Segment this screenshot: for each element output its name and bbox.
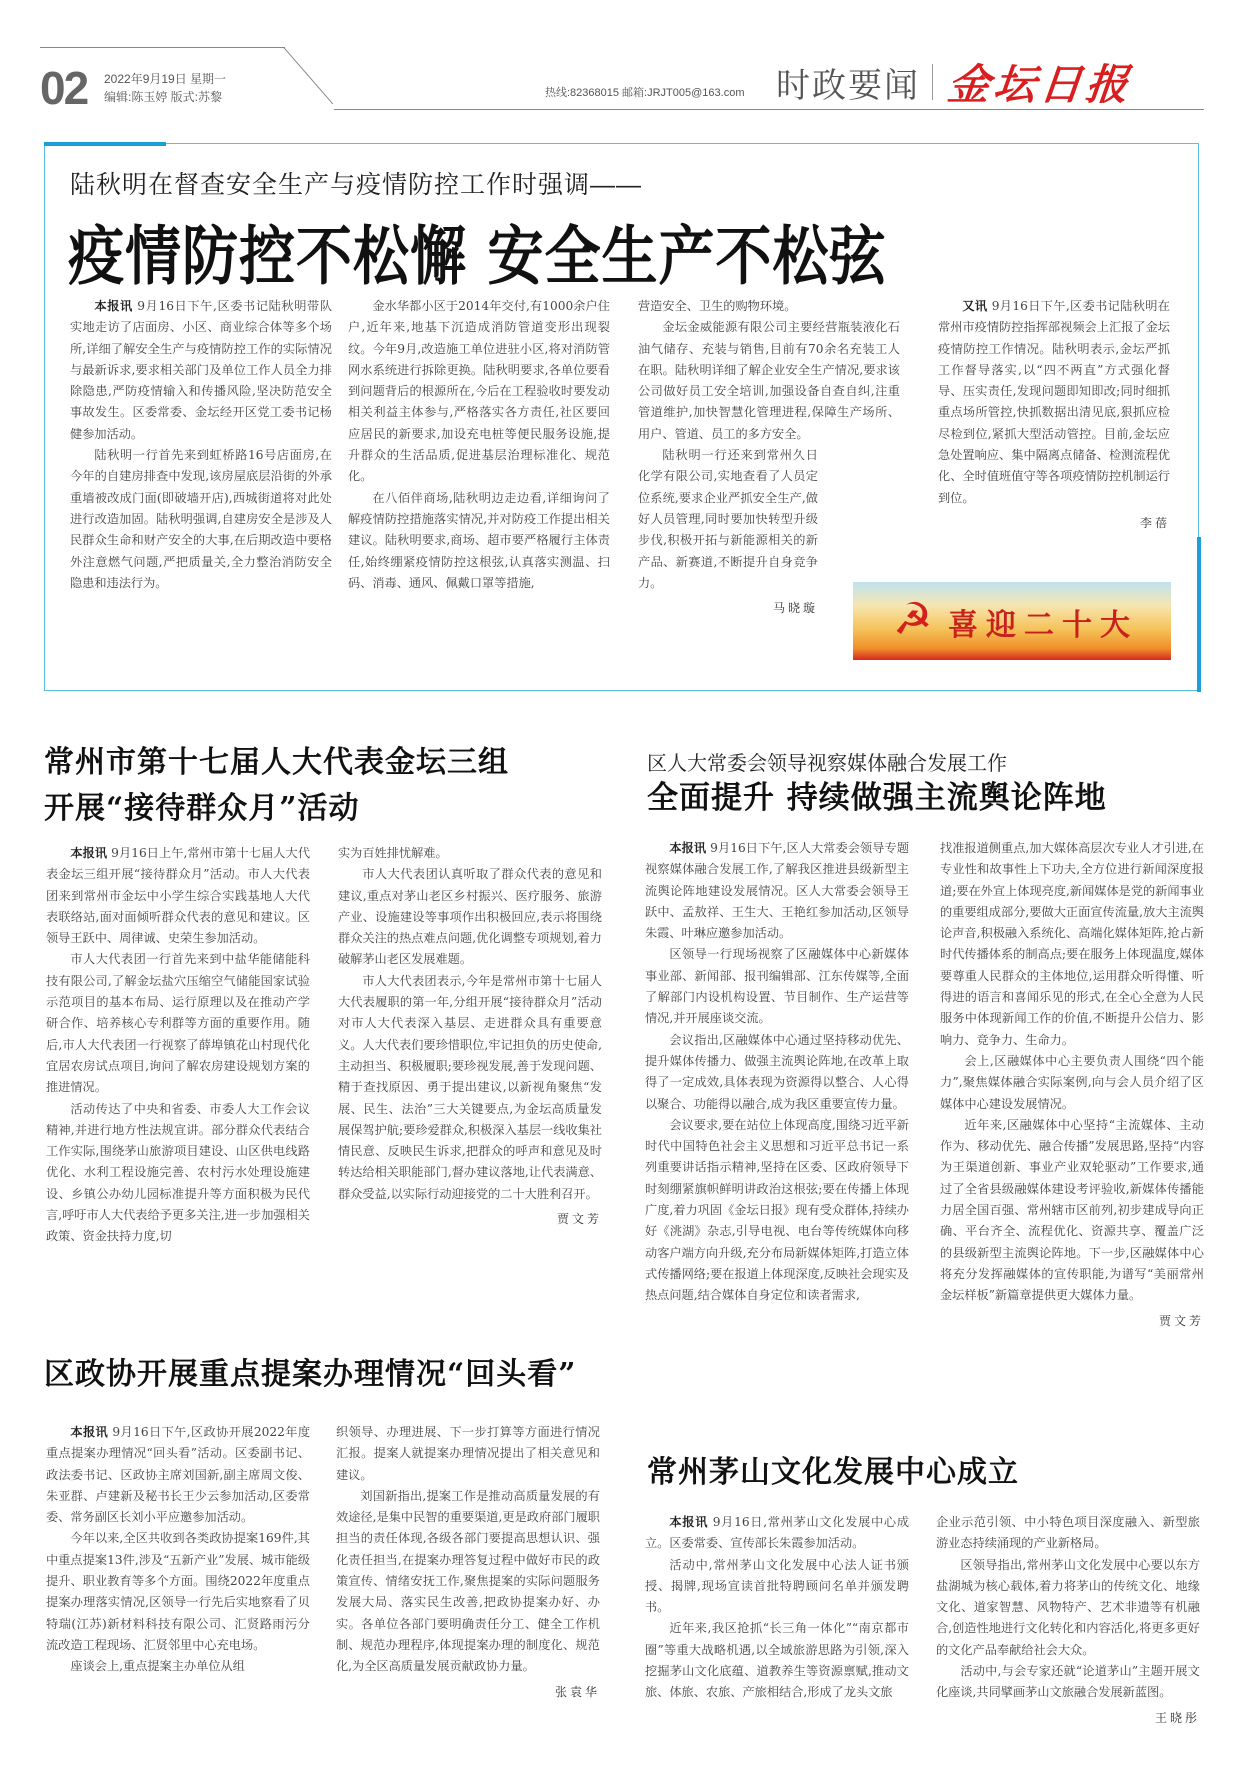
banner-text: 喜迎二十大 bbox=[948, 608, 1138, 643]
top-article-col1: 本报讯 9月16日下午,区委书记陆秋明带队实地走访了店面房、小区、商业综合体等多个场所,详细了解安全生产与疫情防控工作的实际情况与最新诉求,要求相关部门及单位工作人员全力排除隐患,严防疫情输入和传播风险,坚决防范安全事故发生。区委常委、金坛经开区党工委书记杨健参加活动。 陆秋明一行首先来到虹桥路16号店面房,在今年的自建房排查中发现,该房屋底层沿街的外承重墙被改成门面(即破墙开店),西城街道将对此处进行改造加固。陆秋明强调,自建房安全是涉及人民群众生命和财产安全的大事,在后期改造中要格外注意燃气问题,严把质量关,全力整治消防安全隐患和违法行为。 bbox=[70, 299, 333, 590]
culture-article-headline: 常州茅山文化发展中心成立 bbox=[647, 1455, 1019, 1490]
top-article-headline: 疫情防控不松懈 安全生产不松弦 bbox=[68, 218, 887, 295]
lead-tag: 本报讯 bbox=[70, 846, 108, 860]
cppcc-article-col1: 本报讯 9月16日下午,区政协开展2022年度重点提案办理情况“回头看”活动。区委副书记、政法委书记、区政协主席刘国新,副主席周文俊、朱亚群、卢建新及秘书长王少云参加活动,区委常委、常务副区长刘小平应邀参加活动。 今年以来,全区共收到各类政协提案169件,其中重点提案13件,涉及“五新产业”发展、城市能级提升、职业教育等多个方面。围绕2022年度重点提案办理落实情况,区领导一行先后实地察看了贝特瑞(江苏)新材料科技有限公司、汇贤路雨污分流改造工程现场、汇贤邻里中心充电场。 座谈会上,重点提案主办单位从组 bbox=[46, 1425, 311, 1674]
media-article-col1: 本报讯 9月16日下午,区人大常委会领导专题视察媒体融合发展工作,了解我区推进县级新型主流舆论阵地建设发展情况。区人大常委会领导王跃中、孟敖祥、王生大、王艳红参加活动,区领导朱霞、叶琳应邀参加活动。 区领导一行现场视察了区融媒体中心新媒体事业部、新闻部、报刊编辑部、江东传媒等,全面了解部门内设机构设置、节目制作、生产运营等情况,并开展座谈交流。 会议指出,区融媒体中心通过坚持移动优先、提升媒体传播力、做强主流舆论阵地,在改革上取得了一定成效,具体表现为资源得以整合、人心得以聚合、功能得以融合,成为我区重要宣传力量。 会议要求,要在站位上体现高度,围绕习近平新时代中国特色社会主义思想和习近平总书记一系列重要讲话指示精神,坚持在区委、区政府领导下时刻绷紧旗帜鲜明讲政治这根弦;要在传播上体现广度,着力巩固《金坛日报》现有受众群体,持续办好《洮湖》杂志,引导电视、电台等传统媒体向移动客户端方向升级,充分布局新媒体矩阵,打造立体式传播网络;要在报道上体现深度,反映社会现实及热点问题,结合媒体自身定位和读者需求, bbox=[645, 841, 910, 1303]
lead-tag: 本报讯 bbox=[70, 1425, 109, 1439]
lead-tag: 又讯 bbox=[962, 299, 988, 313]
issue-date: 2022年9月19日 星期一 bbox=[104, 72, 227, 86]
celebration-banner bbox=[853, 582, 1171, 660]
media-article-kicker: 区人大常委会领导视察媒体融合发展工作 bbox=[647, 753, 1007, 775]
hammer-sickle-icon: ☭ bbox=[893, 594, 933, 645]
cppcc-article-col2: 织领导、办理进展、下一步打算等方面进行情况汇报。提案人就提案办理情况提出了相关意见和建议。 刘国新指出,提案工作是推动高质量发展的有效途径,是集中民智的重要渠道,更是政府部门履职担当的责任体现,各级各部门要提高思想认识、强化责任担当,在提案办理答复过程中做好市民的政策宣传、情绪安抚工作,聚焦提案的实际问题服务发展大局、落实民生改善,把政协提案办好、办实。各单位各部门要明确责任分工、健全工作机制、规范办理程序,体现提案办理的制度化、规范化,为全区高质量发展贡献政协力量。 张袁华 bbox=[336, 1422, 600, 1703]
npc-article-col2: 实为百姓排忧解难。 市人大代表团认真听取了群众代表的意见和建议,重点对茅山老区乡村振兴、医疗服务、旅游产业、设施建设等事项作出积极回应,表示将围绕群众关注的热点难点问题,优化调整专项规划,着力破解茅山老区发展难题。 市人大代表团表示,今年是常州市第十七届人大代表履职的第一年,分组开展“接待群众月”活动对市人大代表深入基层、走进群众具有重要意义。人大代表们要珍惜职位,牢记担负的历史使命,主动担当、积极履职;要珍视发展,善于发现问题、精于查找原因、勇于提出建议,以新视角聚焦“发展、民生、法治”三大关键要点,为金坛高质量发展保驾护航;要珍爱群众,积极深入基层一线收集社情民意、反映民生诉求,把群众的呼声和意见及时转达给相关职能部门,督办建议落地,让代表满意、群众受益,以实际行动迎接党的二十大胜利召开。 贾文芳 bbox=[338, 843, 602, 1230]
masthead-rule-left bbox=[40, 47, 285, 48]
newspaper-logo: 金坛日报 bbox=[945, 60, 1135, 109]
culture-article-col2: 企业示范引领、中小特色项目深度融入、新型旅游业态持续涌现的产业新格局。 区领导指出,常州茅山文化发展中心要以东方盐湖城为核心载体,着力将茅山的传统文化、地缘文化、道家智慧、风物特产、艺术非遗等有机融合,创造性地进行文化转化和内容活化,将更多更好的文化产品奉献给社会大众。 活动中,与会专家还就“论道茅山”主题开展文化座谈,共同擘画茅山文旅融合发展新蓝图。 王晓彤 bbox=[936, 1512, 1200, 1729]
top-article-col4: 又讯 9月16日下午,区委书记陆秋明在常州市疫情防控指挥部视频会上汇报了金坛疫情防控工作情况。陆秋明表示,金坛严抓工作督导落实,以“四不两直”方式强化督导、压实责任,发现问题即知即改;同时细抓重点场所管控,快抓数据出清见底,狠抓应检尽检到位,紧抓大型活动管控。目前,金坛应急处置响应、集中隔离点储备、检测流程优化、全时值班值守等各项疫情防控机制运行到位。 李蓓 bbox=[938, 296, 1170, 534]
top-article-kicker: 陆秋明在督查安全生产与疫情防控工作时强调—— bbox=[70, 171, 643, 199]
byline: 贾文芳 bbox=[556, 1212, 602, 1227]
byline: 李蓓 bbox=[1139, 515, 1170, 530]
npc-article-col1: 本报讯 9月16日上午,常州市第十七届人大代表金坛三组开展“接待群众月”活动。市人大代表团来到常州市金坛中小学生综合实践基地人大代表联络站,面对面倾听群众代表的意见和建议。区领导王跃中、周律诚、史荣生参加活动。 市人大代表团一行首先来到中盐华能储能科技有限公司,了解金坛盐穴压缩空气储能国家试验示范项目的基本布局、运行原理以及在推动产学研合作、培养核心专利群等方面的重要作用。随后,市人大代表团一行视察了薛埠镇花山村现代化宜居农房试点项目,询问了解农房建设规划方案的推进情况。 活动传达了中央和省委、市委人大工作会议精神,并进行地方性法规宣讲。部分群众代表结合工作实际,围绕茅山旅游项目建设、山区供电线路优化、水利工程设施完善、农村污水处理设施建设、乡镇公办幼儿园标准提升等方面积极为民代言,呼吁市人大代表给予更多关注,进一步加强相关政策、资金扶持力度,切 bbox=[46, 846, 311, 1244]
top-article-col3: 营造安全、卫生的购物环境。 金坛金威能源有限公司主要经营瓶装液化石油气储存、充装与销售,目前有70余名充装工人在职。陆秋明详细了解企业安全生产情况,要求该公司做好员工安全培训,加强设备自查自纠,注重管道维护,加快智慧化管理进程,保障生产场所、用户、管道、员工的多方安全。 陆秋明一行还来到常州久日化学有限公司,实地查看了人员定位系统,要求企业严抓安全生产,做好人员管理,同时要加快转型升级步伐,积极开拓与新能源相关的新产品、新赛道,不断提升自身竞争力。 马晓璇 bbox=[638, 296, 900, 619]
byline: 张袁华 bbox=[554, 1684, 600, 1699]
frame-accent-right bbox=[1197, 537, 1201, 692]
culture-article-col1: 本报讯 9月16日,常州茅山文化发展中心成立。区委常委、宣传部长朱霞参加活动。 活动中,常州茅山文化发展中心法人证书颁授、揭牌,现场宣读首批特聘顾问名单并颁发聘书。 近年来,我区抢抓“长三角一体化”“南京都市圈”等重大战略机遇,以全域旅游思路为引领,深入挖掘茅山文化底蕴、道教养生等资源禀赋,推动文旅、体旅、农旅、产旅相结合,形成了龙头文旅 bbox=[645, 1515, 910, 1700]
byline: 马晓璇 bbox=[772, 601, 818, 616]
lead-tag: 本报讯 bbox=[669, 841, 707, 855]
editor-credit: 编辑:陈玉婷 版式:苏黎 bbox=[104, 90, 223, 104]
page-number: 02 bbox=[40, 62, 88, 114]
hotline-contact: 热线:82368015 邮箱:JRJT005@163.com bbox=[545, 87, 745, 99]
masthead-rule-diagonal bbox=[283, 47, 333, 104]
frame-accent-top bbox=[44, 142, 166, 146]
lead-tag: 本报讯 bbox=[94, 299, 133, 313]
cppcc-article-headline: 区政协开展重点提案办理情况“回头看” bbox=[44, 1357, 577, 1392]
byline: 贾文芳 bbox=[1158, 1313, 1204, 1328]
media-article-headline: 全面提升 持续做强主流舆论阵地 bbox=[647, 780, 1107, 816]
byline: 王晓彤 bbox=[1154, 1710, 1200, 1725]
npc-article-headline: 常州市第十七届人大代表金坛三组 开展“接待群众月”活动 bbox=[44, 745, 509, 826]
section-title: 时政要闻 bbox=[776, 67, 920, 105]
media-article-col2: 找准报道侧重点,加大媒体高层次专业人才引进,在专业性和故事性上下功夫,全方位进行新闻深度报道;要在外宣上体现亮度,新闻媒体是党的新闻事业的重要组成部分,要做大正面宣传流量,放大主流舆论声音,积极融入系统化、高端化媒体矩阵,抢占新时代传播体系的制高点;要在服务上体现温度,媒体要尊重人民群众的主体地位,运用群众听得懂、听得进的语言和喜闻乐见的形式,在全心全意为人民服务中体现新闻工作的价值,不断提升公信力、影响力、竞争力、生命力。 会上,区融媒体中心主要负责人围绕“四个能力”,聚焦媒体融合实际案例,向与会人员介绍了区媒体中心建设发展情况。 近年来,区融媒体中心坚持“主流媒体、主动作为、移动优先、融合传播”发展思路,坚持“内容为王渠道创新、事业产业双轮驱动”工作要求,通过了全省县级融媒体建设考评验收,新媒体传播能力居全国百强、常州辖市区前列,初步建成导向正确、平台齐全、流程优化、资源共享、覆盖广泛的县级新型主流舆论阵地。下一步,区融媒体中心将充分发挥融媒体的宣传职能,为谱写“美丽常州金坛样板”新篇章提供更大媒体力量。 贾文芳 bbox=[940, 838, 1204, 1332]
lead-tag: 本报讯 bbox=[669, 1515, 709, 1529]
top-article-col2: 金水华都小区于2014年交付,有1000余户住户,近年来,地基下沉造成消防管道变形出现裂纹。今年9月,改造施工单位进驻小区,将对消防管网水系统进行拆除更换。陆秋明要求,各单位要看到问题背后的根源所在,今后在工程验收时要发动相关利益主体参与,严格落实各方责任,社区要回应居民的新要求,加设充电桩等便民服务设施,提升群众的生活品质,促进基层治理标准化、规范化。 在八佰伴商场,陆秋明边走边看,详细询问了解疫情防控措施落实情况,并对防疫工作提出相关建议。陆秋明要求,商场、超市要严格履行主体责任,始终绷紧疫情防控这根弦,认真落实测温、扫码、消毒、通风、佩戴口罩等措施, bbox=[348, 299, 610, 590]
masthead-meta bbox=[104, 70, 226, 106]
masthead-divider bbox=[932, 64, 933, 100]
